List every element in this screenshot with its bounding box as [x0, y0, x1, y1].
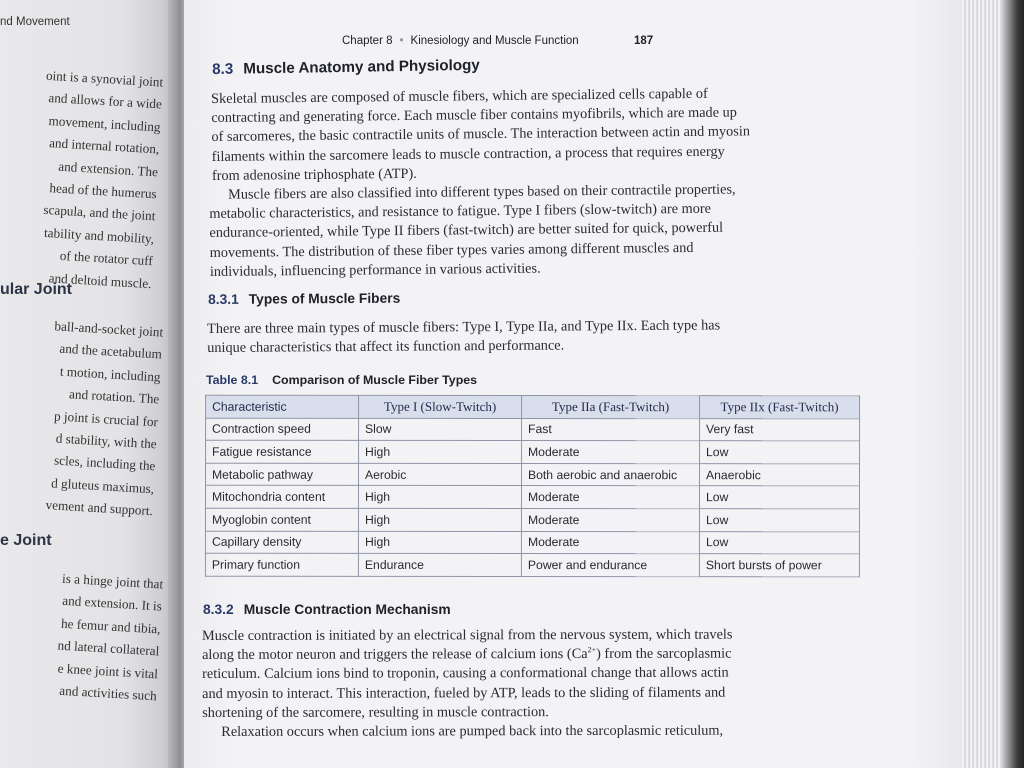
left-line: and activities such	[58, 682, 158, 704]
table-cell: Myoglobin content	[205, 508, 358, 531]
text-line: individuals, influencing performance in various activities.	[209, 260, 541, 280]
left-line: and extension. It is	[61, 593, 163, 614]
text-line: Muscle fibers are also classified into different types based on their contractile properties,	[228, 181, 736, 203]
table-cell: Endurance	[358, 554, 521, 577]
text-line: contracting and generating force. Each muscle fiber contains myofibrils, which are made up	[211, 104, 737, 127]
left-text-block-1	[0, 62, 164, 295]
left-text-block-3	[0, 564, 164, 708]
text-line: movements. The distribution of these fiber types varies among different muscles and	[209, 239, 694, 261]
left-line: d gluteus maximus,	[50, 475, 155, 497]
table-cell: High	[358, 531, 521, 554]
left-line: is a hinge joint that	[61, 570, 164, 592]
text-line: Muscle contraction is initiated by an electrical signal from the nervous system, which travels	[202, 626, 733, 644]
table-cell: Very fast	[700, 418, 860, 441]
table-cell: Mitochondria content	[205, 486, 358, 509]
text-line: endurance-oriented, while Type II fibers (fast-twitch) are better suited for quick, powerful	[209, 220, 724, 242]
text-line	[202, 645, 732, 666]
separator-dot: •	[399, 35, 404, 47]
subsection-title: Types of Muscle Fibers	[248, 290, 401, 307]
table-caption	[206, 373, 477, 387]
text-line: unique characteristics that affect its function and performance.	[207, 337, 565, 357]
table-cell: Capillary density	[205, 531, 358, 554]
table-cell: Anaerobic	[699, 463, 859, 486]
subsection-number: 8.3.2	[203, 602, 234, 617]
chapter-title: Kinesiology and Muscle Function	[410, 35, 579, 47]
text-line: reticulum. Calcium ions bind to troponin, causing a conformational change that allows actin	[202, 665, 729, 683]
left-line: and internal rotation,	[48, 135, 160, 157]
table-cell: High	[358, 486, 521, 509]
table-cell: Moderate	[521, 531, 699, 554]
section-title: Muscle Anatomy and Physiology	[243, 56, 480, 78]
left-line: and rotation. The	[68, 386, 160, 407]
table-header-cell: Type IIx (Fast-Twitch)	[700, 396, 860, 419]
text-line: Skeletal muscles are composed of muscle fibers, which are specialized cells capable of	[211, 85, 708, 107]
left-line: he femur and tibia,	[60, 615, 161, 637]
left-line: and extension. The	[57, 158, 159, 180]
table-cell: Fatigue resistance	[206, 440, 359, 463]
left-line: p joint is crucial for	[53, 408, 159, 430]
table-cell: Primary function	[205, 553, 358, 576]
text-line: of sarcomeres, the basic contractile units of muscle. The interaction between actin and myosin	[211, 123, 751, 146]
table-cell: Low	[699, 531, 859, 554]
left-line: t motion, including	[59, 363, 161, 385]
table-row	[206, 418, 860, 441]
text-line: from adenosine triphosphate (ATP).	[211, 165, 417, 184]
table-cell: High	[358, 508, 521, 531]
table-cell: Moderate	[522, 441, 700, 464]
table-cell: Contraction speed	[206, 418, 359, 441]
subsection-number: 8.3.1	[208, 291, 239, 307]
left-line: e knee joint is vital	[57, 660, 159, 682]
subsection-title: Muscle Contraction Mechanism	[243, 602, 451, 617]
table-cell: Low	[699, 486, 859, 509]
left-line: scles, including the	[53, 452, 156, 474]
table-cell: Moderate	[521, 508, 699, 531]
table-label: Table 8.1	[206, 373, 259, 387]
text-line: filaments within the sarcomere leads to muscle contraction, a process that requires energy	[211, 143, 725, 165]
left-line: nd lateral collateral	[57, 637, 160, 659]
subsection-heading-1	[208, 291, 400, 307]
left-running-head: nd Movement	[0, 16, 70, 28]
left-line: and allows for a wide	[48, 90, 163, 112]
table-cell: Short bursts of power	[699, 554, 859, 577]
table-cell: Both aerobic and anaerobic	[522, 463, 700, 486]
fiber-comparison-table	[205, 395, 860, 577]
section-paragraph-2	[209, 180, 736, 282]
text-fragment: ) from the sarcoplasmic	[596, 645, 732, 663]
table-row	[205, 486, 859, 509]
left-text-block-2	[0, 312, 164, 523]
table-cell: Fast	[522, 418, 700, 441]
page-number: 187	[634, 35, 654, 47]
text-fragment: along the motor neuron and triggers the release of calcium ions (Ca	[202, 646, 588, 664]
left-line: movement, including	[48, 112, 161, 135]
subsection-1-paragraph	[207, 316, 720, 358]
left-line: of the rotator cuff	[59, 248, 154, 269]
table-header-cell: Type I (Slow-Twitch)	[359, 395, 522, 418]
left-line: d stability, with the	[55, 430, 158, 452]
table-row	[206, 440, 860, 463]
chapter-label: Chapter 8	[342, 35, 393, 47]
superscript-charge: 2+	[587, 645, 597, 655]
table-cell: Low	[700, 441, 860, 464]
left-line: and the acetabulum	[59, 341, 163, 362]
table-cell: High	[359, 441, 522, 464]
section-number: 8.3	[212, 60, 234, 78]
left-page	[0, 0, 176, 768]
subsection-heading-2	[203, 602, 451, 617]
page-edge-shadow	[1002, 0, 1024, 768]
left-line: head of the humerus	[49, 180, 158, 202]
running-head	[342, 35, 662, 47]
table-cell: Slow	[359, 418, 522, 441]
table-header-cell: Characteristic	[206, 395, 359, 418]
table-cell: Power and endurance	[521, 554, 699, 577]
table-row	[206, 463, 860, 486]
left-heading-joint: ular Joint	[0, 281, 73, 298]
text-line: and myosin to interact. This interaction, fueled by ATP, leads to the sliding of filaments and	[202, 684, 726, 702]
left-line: ball-and-socket joint	[54, 318, 164, 340]
table-header-cell: Type IIa (Fast-Twitch)	[522, 395, 700, 418]
text-line: There are three main types of muscle fibers: Type I, Type IIa, and Type IIx. Each type has	[207, 317, 721, 337]
table-cell: Moderate	[521, 486, 699, 509]
table-header-row	[206, 395, 860, 418]
left-line: oint is a synovial joint	[45, 67, 164, 90]
table-caption-text: Comparison of Muscle Fiber Types	[272, 373, 478, 387]
table-row	[205, 508, 859, 531]
section-paragraph-1	[211, 84, 750, 186]
table-cell: Low	[699, 509, 859, 532]
left-line: and deltoid muscle.	[48, 269, 152, 291]
left-line: vement and support.	[45, 497, 154, 519]
text-line: metabolic characteristics, and resistance to fatigue. Type I fibers (slow-twitch) are more	[209, 200, 712, 223]
subsection-2-paragraph	[202, 626, 733, 743]
left-line: tability and mobility,	[43, 224, 155, 247]
table-cell: Aerobic	[359, 463, 522, 486]
table-cell: Metabolic pathway	[206, 463, 359, 486]
table-row	[205, 531, 859, 554]
left-line: scapula, and the joint	[43, 202, 156, 224]
text-line: Relaxation occurs when calcium ions are pumped back into the sarcoplasmic reticulum,	[221, 722, 724, 740]
table-row	[205, 553, 859, 576]
text-line: shortening of the sarcomere, resulting in muscle contraction.	[202, 703, 549, 721]
left-heading-knee-joint: e Joint	[0, 532, 52, 549]
